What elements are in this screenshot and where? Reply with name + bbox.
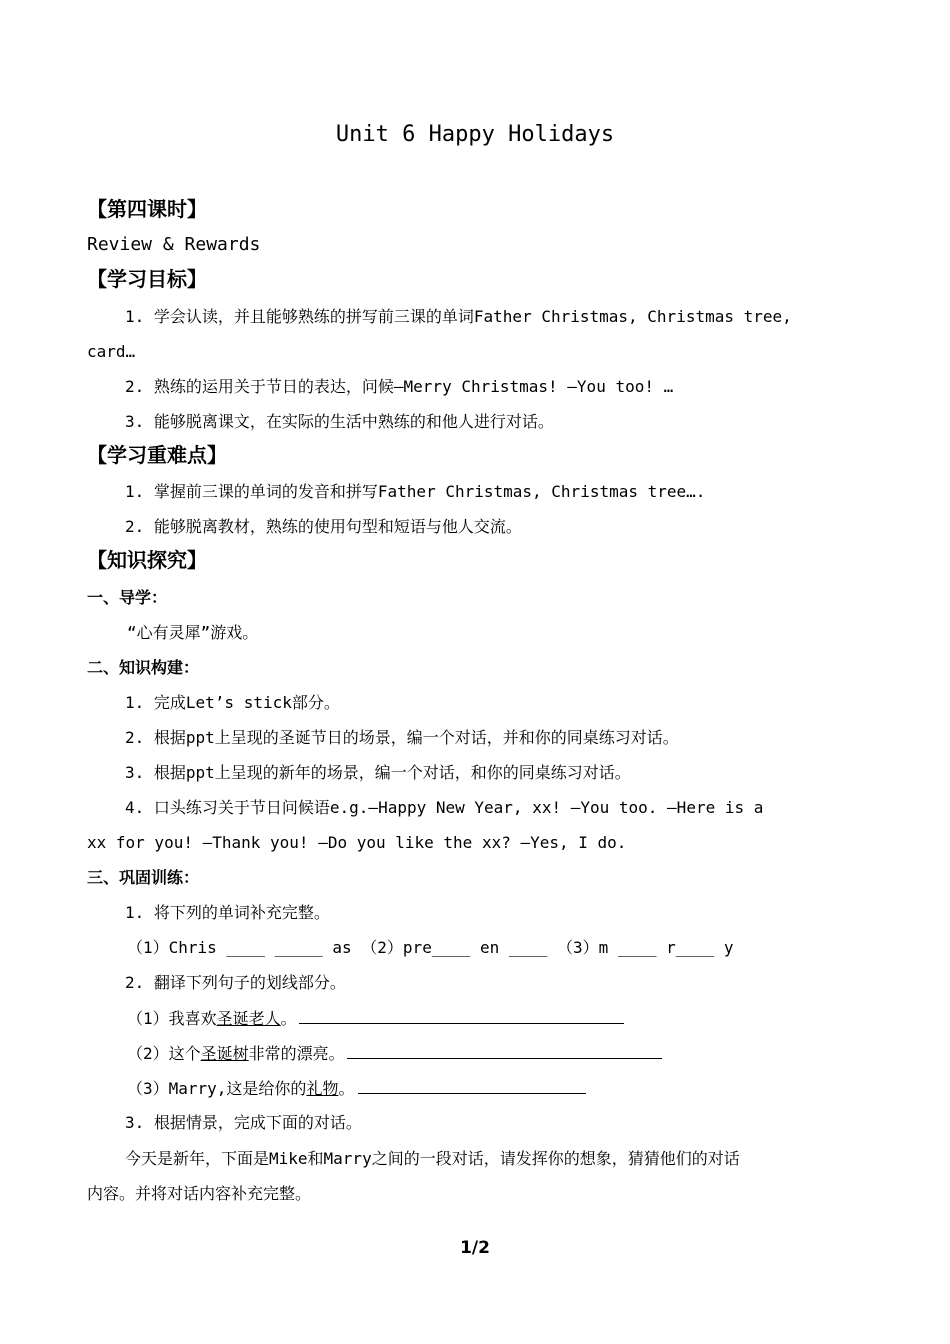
- key-points-heading: 【学习重难点】: [87, 443, 227, 467]
- sentence-2-prefix: （2）这个: [127, 1044, 201, 1063]
- sentence-1-prefix: （1）我喜欢: [127, 1009, 217, 1028]
- sentence-1-suffix: 。: [280, 1009, 297, 1028]
- lesson-name: Review & Rewards: [87, 234, 261, 255]
- exercise-3-scenario: 今天是新年，下面是Mike和Marry之间的一段对话，请发挥你的想象，猜猜他们的对话: [125, 1149, 740, 1168]
- exercise-2-sentence-3: [127, 1077, 862, 1100]
- goal-item-1: 1. 学会认读，并且能够熟练的拼写前三课的单词Father Christmas, Christmas tree,: [125, 307, 792, 326]
- document-title: Unit 6 Happy Holidays: [335, 122, 615, 147]
- exercise-3-scenario-continued: 内容。并将对话内容补充完整。: [87, 1184, 312, 1203]
- part2-heading: 二、知识构建：: [87, 658, 200, 677]
- sentence-1-underlined: 圣诞老人: [216, 1009, 281, 1028]
- sentence-3-underlined: 礼物: [306, 1079, 339, 1098]
- exercise-2-sentence-2: [127, 1042, 862, 1065]
- goals-heading: 【学习目标】: [87, 267, 207, 291]
- goal-item-1-continued: card…: [87, 342, 136, 361]
- exercise-2-sentence-1: [127, 1007, 862, 1030]
- answer-blank-3[interactable]: [358, 1077, 586, 1094]
- part1-text: “心有灵犀”游戏。: [127, 623, 259, 642]
- sentence-2-underlined: 圣诞树: [200, 1044, 249, 1063]
- exercise-1-words: （1）Chris ____ _____ as （2）pre____ en ____ （3）m ____ r____ y: [127, 938, 734, 957]
- part2-item-1: 1. 完成Let’s stick部分。: [125, 693, 340, 712]
- part2-item-4-continued: xx for you! —Thank you! —Do you like the xx? —Yes, I do.: [87, 833, 627, 852]
- explore-heading: 【知识探究】: [87, 548, 207, 572]
- key-point-item-1: 1. 掌握前三课的单词的发音和拼写Father Christmas, Christmas tree….: [125, 482, 706, 501]
- exercise-2-instruction: 2. 翻译下列句子的划线部分。: [125, 973, 346, 992]
- part2-item-2: 2. 根据ppt上呈现的圣诞节日的场景，编一个对话，并和你的同桌练习对话。: [125, 728, 679, 747]
- part1-heading: 一、导学：: [87, 588, 168, 607]
- exercise-3-instruction: 3. 根据情景，完成下面的对话。: [125, 1113, 362, 1132]
- page-number: 1/2: [460, 1238, 490, 1258]
- sentence-3-prefix: （3）Marry,这是给你的: [127, 1079, 307, 1098]
- answer-blank-1[interactable]: [299, 1007, 624, 1024]
- lesson-heading: 【第四课时】: [87, 197, 207, 221]
- exercise-1-instruction: 1. 将下列的单词补充完整。: [125, 903, 330, 922]
- sentence-3-suffix: 。: [338, 1079, 355, 1098]
- part2-item-3: 3. 根据ppt上呈现的新年的场景，编一个对话，和你的同桌练习对话。: [125, 763, 631, 782]
- part3-heading: 三、巩固训练：: [87, 868, 200, 887]
- answer-blank-2[interactable]: [347, 1042, 662, 1059]
- key-point-item-2: 2. 能够脱离教材，熟练的使用句型和短语与他人交流。: [125, 517, 522, 536]
- goal-item-2: 2. 熟练的运用关于节日的表达，问候—Merry Christmas! —You too! …: [125, 377, 674, 396]
- part2-item-4: 4. 口头练习关于节日问候语e.g.—Happy New Year, xx! —You too. —Here is a: [125, 798, 764, 817]
- goal-item-3: 3. 能够脱离课文，在实际的生活中熟练的和他人进行对话。: [125, 412, 554, 431]
- sentence-2-suffix: 非常的漂亮。: [248, 1044, 345, 1063]
